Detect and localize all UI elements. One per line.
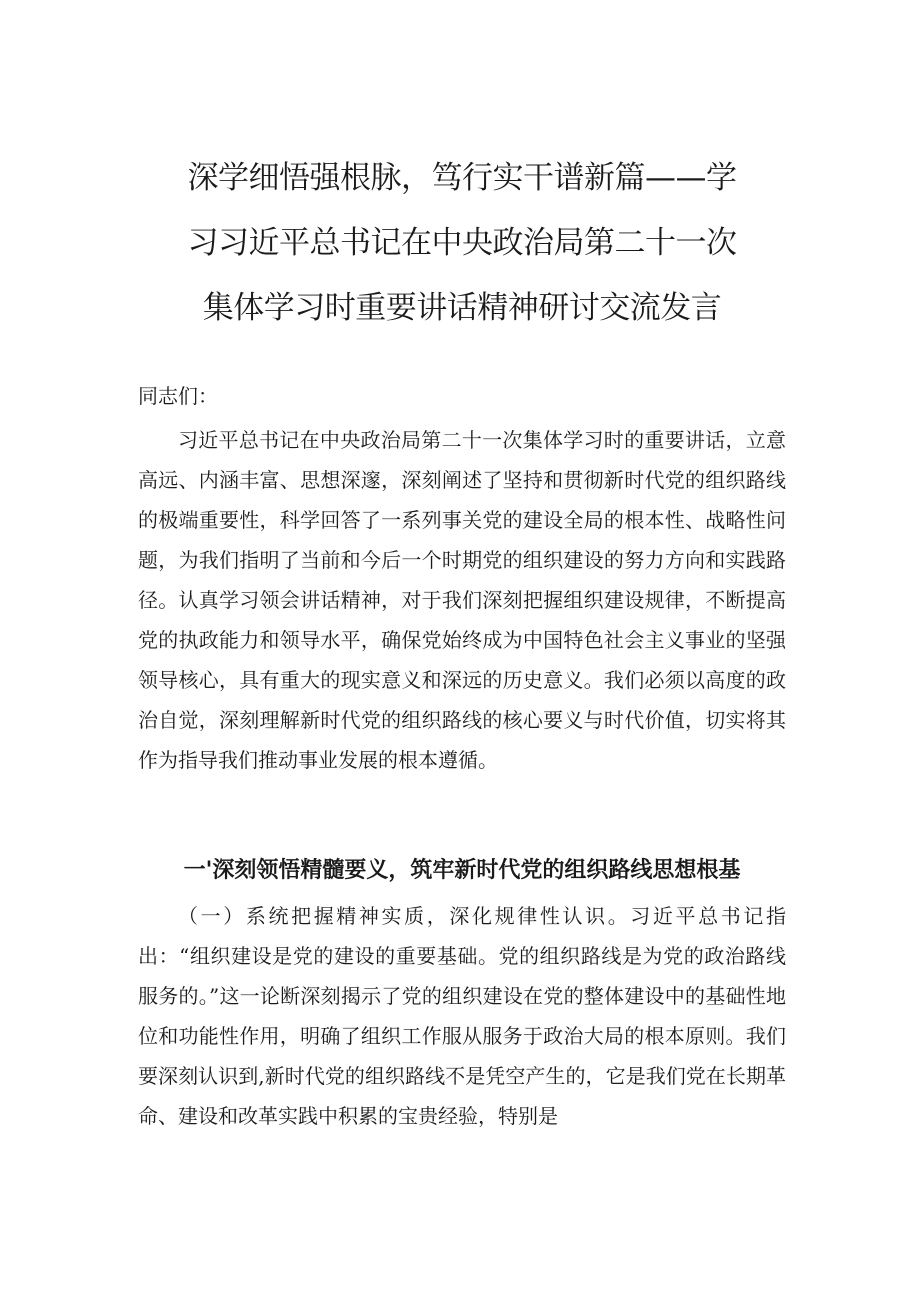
greeting: 同志们： [138, 384, 218, 408]
title-line-2: 习习近平总书记在中央政治局第二十一次 [187, 225, 737, 261]
title-line-1: 深学细悟强根脉，笃行实干谱新篇——学 [187, 160, 737, 196]
paragraph-intro: 习近平总书记在中央政治局第二十一次集体学习时的重要讲话，立意高远、内涵丰富、思想深邃，深刻阐述了坚持和贯彻新时代党的组织路线的极端重要性，科学回答了一系列事关党的建设全局的根本性、战略性问题，为我们指明了当前和今后一个时期党的组织建设的努力方向和实践路径。认真学习领会讲话精神，对于我们深刻把握组织建设规律，不断提高党的执政能力和领导水平，确保党始终成为中国特色社会主义事业的坚强领导核心，具有重大的现实意义和深远的历史意义。我们必须以高度的政治自觉，深刻理解新时代党的组织路线的核心要义与时代价值，切实将其作为指导我们推动事业发展的根本遵循。 [138, 428, 786, 772]
title-line-3: 集体学习时重要讲话精神研讨交流发言 [202, 290, 722, 326]
section-heading: 一'深刻领悟精髓要义，筑牢新时代党的组织路线思想根基 [183, 858, 741, 883]
document-title [138, 146, 786, 341]
paragraph-section-1: （一）系统把握精神实质，深化规律性认识。习近平总书记指出：“组织建设是党的建设的重要基础。党的组织路线是为党的政治路线服务的。”这一论断深刻揭示了党的组织建设在党的整体建设中的基础性地位和功能性作用，明确了组织工作服从服务于政治大局的根本原则。我们要深刻认识到,新时代党的组织路线不是凭空产生的，它是我们党在长期革命、建设和改革实践中积累的宝贵经验，特别是 [138, 904, 786, 1128]
